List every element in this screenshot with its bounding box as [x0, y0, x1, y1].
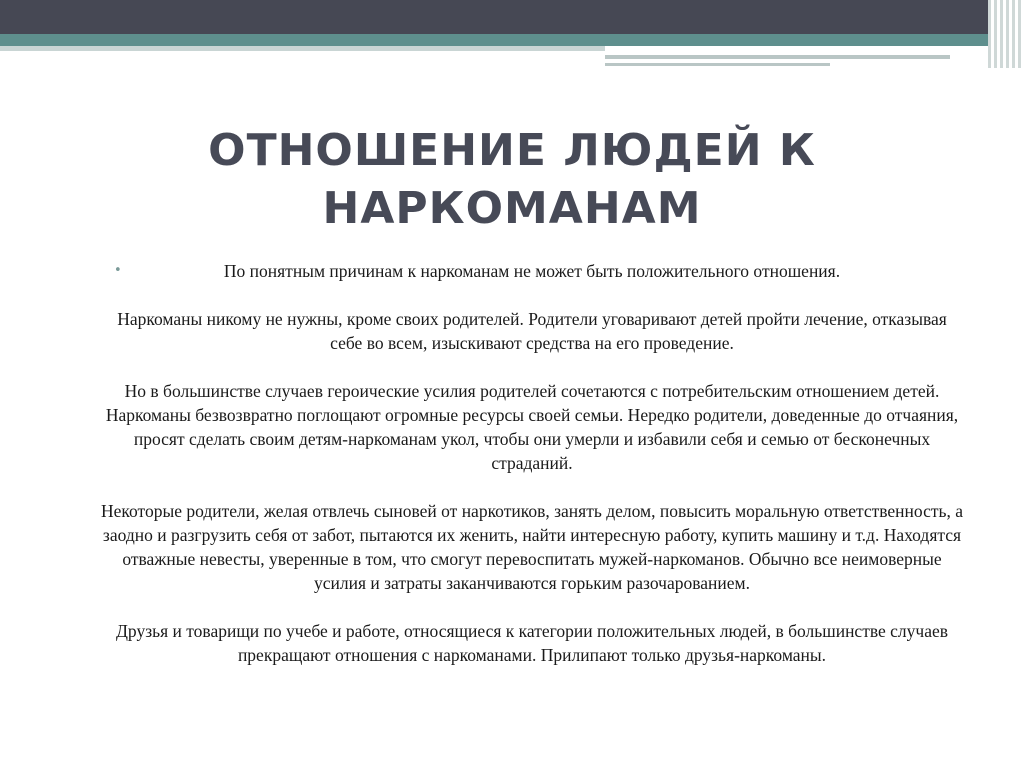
bullet-marker: • — [114, 263, 122, 278]
header-light-band — [0, 46, 605, 51]
body-paragraph-3: Но в большинстве случаев героические усилия родителей сочетаются с потребительским отношением детей. Наркоманы безвозвратно поглощают огромные ресурсы своей семьи. Нередко родители, доведенные до отчаяния, просят сделать своим детям-наркоманам укол, чтобы они умерли и избавили себя и семью от бесконечных страданий. — [105, 381, 959, 473]
slide-body — [100, 259, 964, 667]
body-paragraph-5: Друзья и товарищи по учебе и работе, относящиеся к категории положительных людей, в большинстве случаев прекращают отношения с наркоманами. Прилипают только друзья-наркоманы. — [115, 621, 948, 665]
corner-decoration — [988, 0, 1024, 68]
slide-title — [112, 122, 912, 238]
body-paragraph-4: Некоторые родители, желая отвлечь сыновей от наркотиков, занять делом, повысить моральную ответственность, а заодно и разгрузить себя от забот, пытаются их женить, найти интересную работу, купить машину и т.д. Находятся отважные невесты, уверенные в том, что смогут перевоспитать мужей-наркоманов. Обычно все неимоверные усилия и затраты заканчиваются горьким разочарованием. — [100, 501, 964, 593]
header-accent-line-short — [605, 63, 830, 66]
header-teal-band — [0, 34, 1024, 46]
body-paragraph-2: Наркоманы никому не нужны, кроме своих родителей. Родители уговаривают детей пройти лечение, отказывая себе во всем, изыскивают средства на его проведение. — [117, 309, 947, 353]
slide-title-line-2: НАРКОМАНАМ — [322, 183, 702, 234]
slide-title-line-1: ОТНОШЕНИЕ ЛЮДЕЙ К — [208, 125, 816, 176]
header-accent-line — [605, 55, 950, 59]
header-dark-band — [0, 0, 1024, 34]
body-paragraph-1: По понятным причинам к наркоманам не может быть положительного отношения. — [223, 261, 841, 281]
